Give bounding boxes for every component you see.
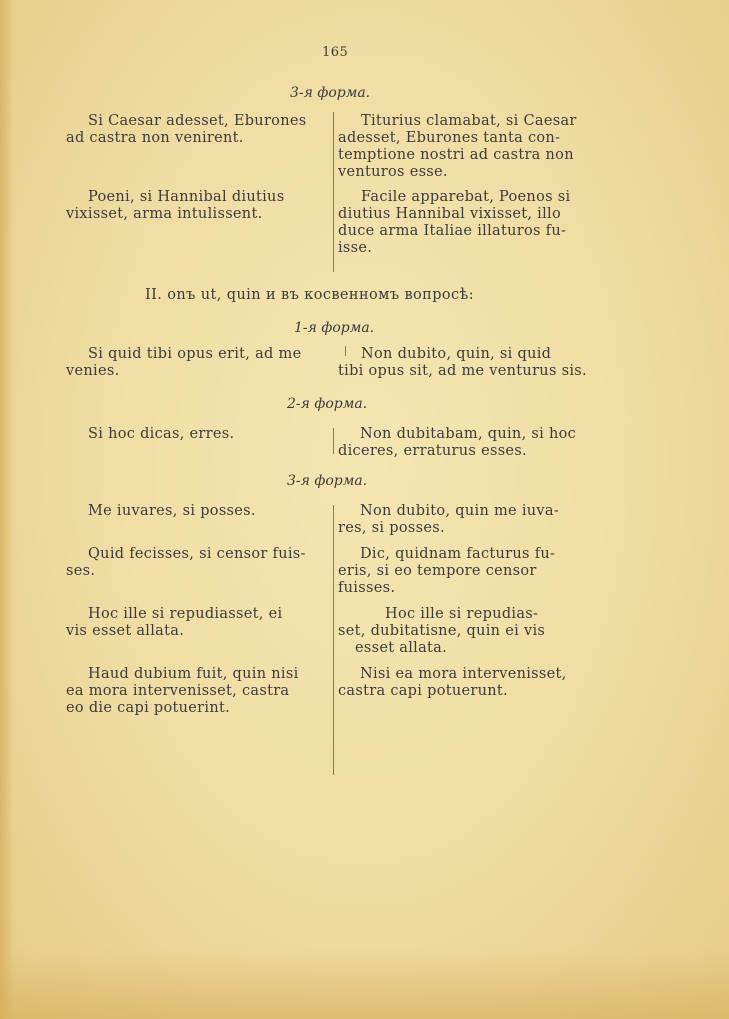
page-number: 165 — [322, 45, 349, 60]
left-line: ad castra non venirent. — [66, 130, 244, 146]
right-line: Nisi ea mora intervenisset, — [360, 666, 567, 682]
column-divider — [333, 428, 334, 454]
right-line: fuisses. — [338, 580, 396, 596]
left-line: eo die capi potuerint. — [66, 700, 231, 716]
right-line: duce arma Italiae illaturos fu- — [338, 223, 567, 239]
right-line: castra capi potuerunt. — [338, 683, 508, 699]
left-line: Si Caesar adesset, Eburones — [88, 113, 307, 129]
left-line: Si quid tibi opus erit, ad me — [88, 346, 302, 362]
right-line: tibi opus sit, ad me venturus sis. — [338, 363, 587, 379]
left-line: vis esset allata. — [66, 623, 185, 639]
left-line: Hoc ille si repudiasset, ei — [88, 606, 283, 622]
right-line: adesset, Eburones tanta con- — [338, 130, 561, 146]
right-line: Dic, quidnam facturus fu- — [360, 546, 556, 562]
right-line: set, dubitatisne, quin ei vis — [338, 623, 546, 639]
right-line: esset allata. — [355, 640, 448, 656]
form-heading-3-top: 3-я форма. — [290, 85, 371, 101]
left-line: venies. — [66, 363, 120, 379]
left-line: Quid fecisses, si censor fuis- — [88, 546, 306, 562]
right-line: Titurius clamabat, si Caesar — [361, 113, 577, 129]
section-heading: II. onъ ut, quin и въ косвенномъ вопросѣ: — [145, 287, 474, 303]
left-line: Poeni, si Hannibal diutius — [88, 189, 285, 205]
column-divider — [345, 346, 346, 356]
right-line: Facile apparebat, Poenos si — [361, 189, 571, 205]
column-divider — [333, 505, 334, 775]
right-line: diutius Hannibal vixisset, illo — [338, 206, 561, 222]
right-line: res, si posses. — [338, 520, 445, 536]
left-line: Si hoc dicas, erres. — [88, 426, 235, 442]
right-line: venturos esse. — [338, 164, 448, 180]
left-line: Me iuvares, si posses. — [88, 503, 256, 519]
form-heading-2: 2-я форма. — [287, 396, 368, 412]
left-line: vixisset, arma intulissent. — [66, 206, 263, 222]
right-line: Hoc ille si repudias- — [385, 606, 539, 622]
left-line: ses. — [66, 563, 96, 579]
page-bottom-stain — [0, 949, 729, 1019]
right-line: isse. — [338, 240, 373, 256]
right-line: diceres, erraturus esses. — [338, 443, 527, 459]
right-line: Non dubito, quin, si quid — [361, 346, 552, 362]
page-edge-shadow — [0, 0, 14, 1019]
right-line: temptione nostri ad castra non — [338, 147, 574, 163]
right-line: eris, si eo tempore censor — [338, 563, 537, 579]
right-line: Non dubitabam, quin, si hoc — [360, 426, 577, 442]
left-line: Haud dubium fuit, quin nisi — [88, 666, 299, 682]
right-line: Non dubito, quin me iuva- — [360, 503, 560, 519]
form-heading-3-bottom: 3-я форма. — [287, 473, 368, 489]
left-line: ea mora intervenisset, castra — [66, 683, 290, 699]
column-divider — [333, 112, 334, 272]
form-heading-1: 1-я форма. — [294, 320, 375, 336]
